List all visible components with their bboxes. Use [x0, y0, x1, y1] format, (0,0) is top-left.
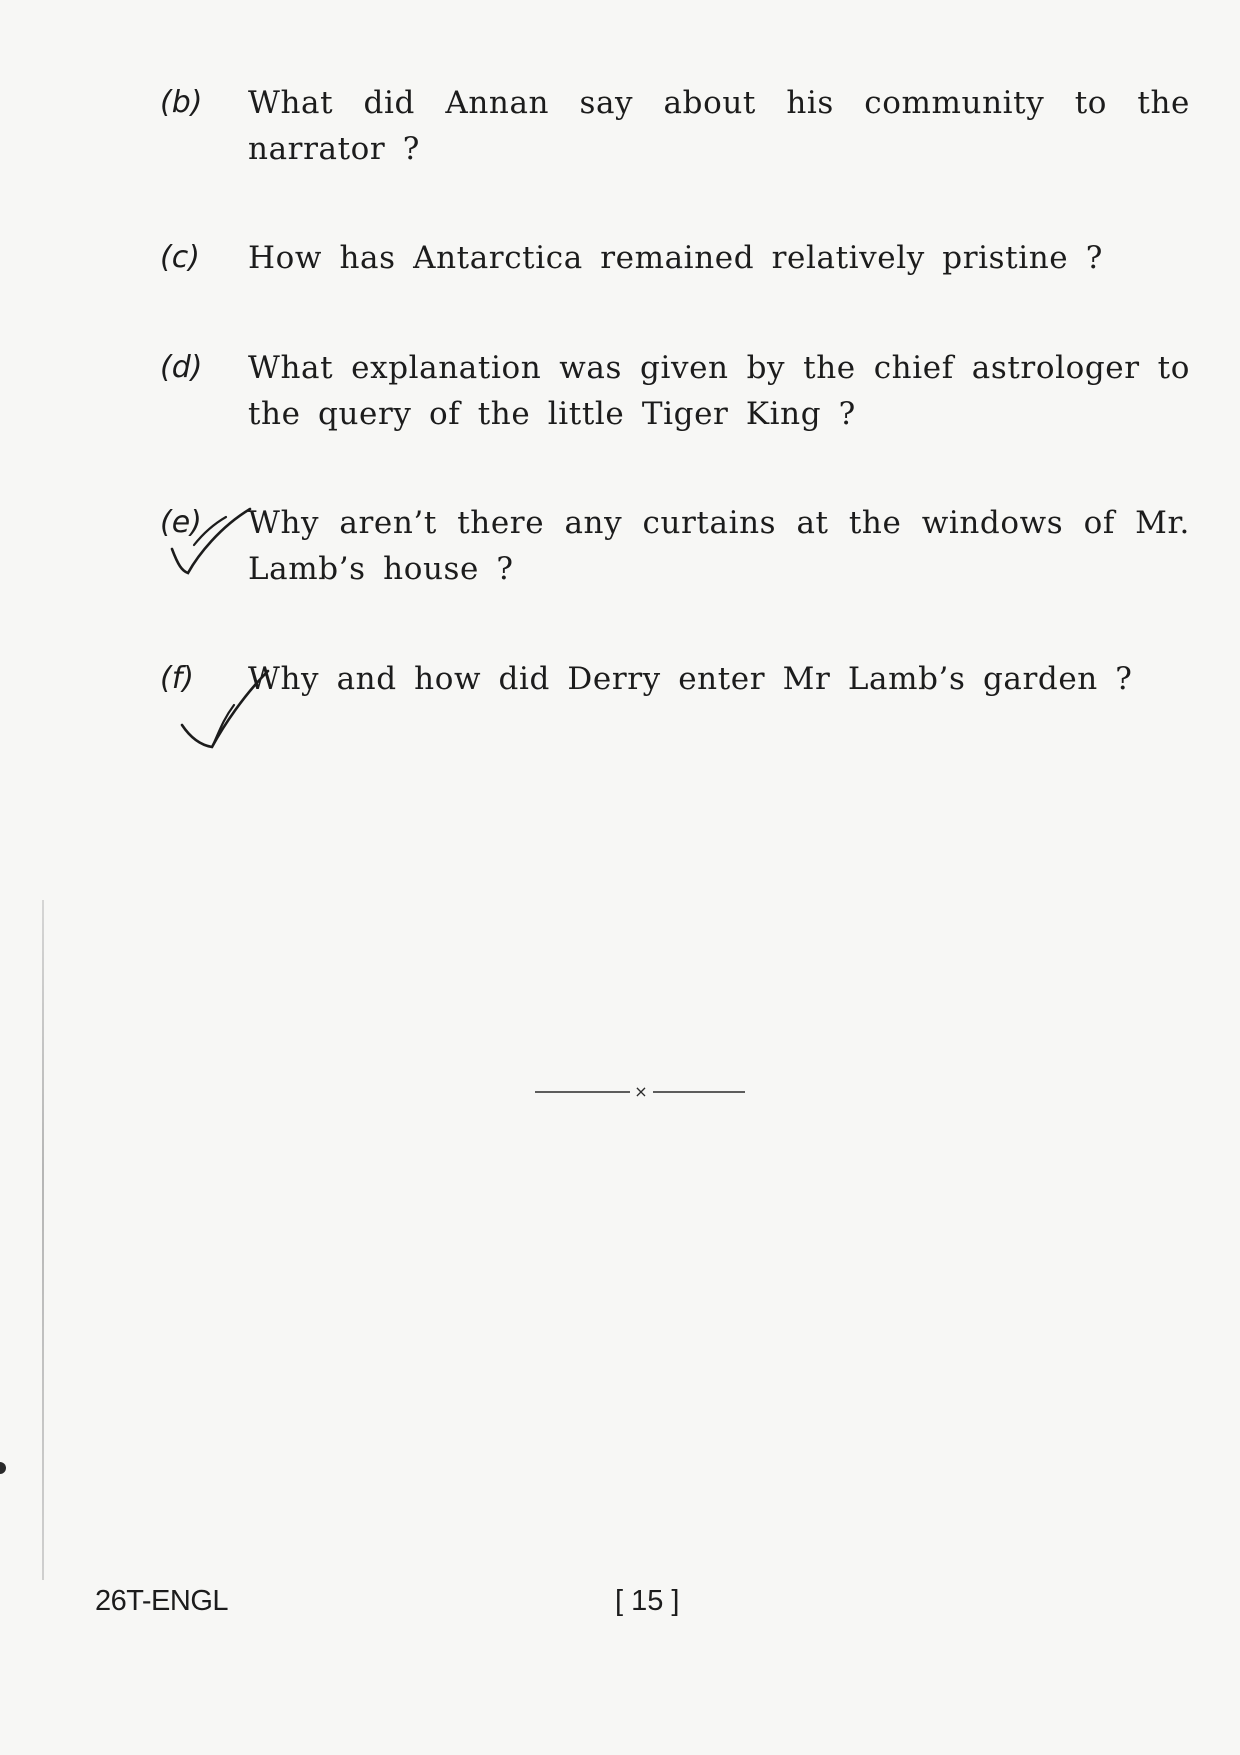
separator-lines	[535, 1080, 745, 1104]
question-text: What explanation was given by the chief astrologer to the query of the little Tiger King ?	[248, 350, 1190, 432]
page-number: [ 15 ]	[615, 1585, 680, 1617]
separator-cross: ×	[634, 1082, 648, 1101]
question-text: How has Antarctica remained relatively pristine ?	[248, 240, 1103, 276]
scan-punch-mark	[0, 1462, 6, 1474]
question-label: (f)	[160, 661, 194, 696]
question-text: Why and how did Derry enter Mr Lamb’s garden ?	[248, 661, 1133, 697]
question-f	[160, 656, 1190, 702]
question-label: (e)	[160, 505, 202, 540]
question-label: (b)	[160, 85, 203, 120]
question-text: What did Annan say about his community to the narrator ?	[248, 85, 1190, 167]
scan-edge-shadow	[42, 900, 44, 1580]
question-label: (d)	[160, 350, 203, 385]
question-d	[160, 345, 1190, 437]
end-of-paper-separator	[535, 1080, 745, 1104]
question-c	[160, 235, 1190, 281]
paper-code: 26T-ENGL	[95, 1585, 228, 1617]
question-text: Why aren’t there any curtains at the windows of Mr. Lamb’s house ?	[248, 505, 1190, 587]
question-label: (c)	[160, 240, 200, 275]
question-e	[160, 500, 1190, 592]
question-b	[160, 80, 1190, 172]
